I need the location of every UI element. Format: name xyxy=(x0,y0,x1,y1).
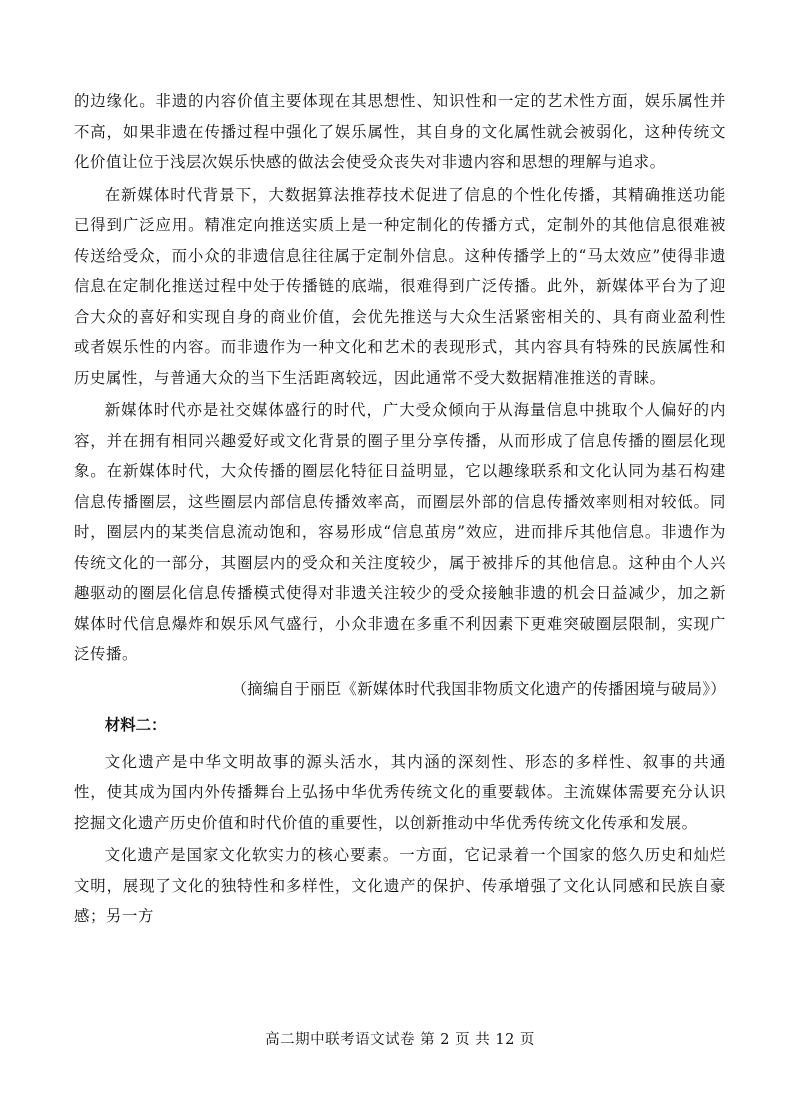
paragraph-5: 文化遗产是国家文化软实力的核心要素。一方面，它记录着一个国家的悠久历史和灿烂文明，展现了文化的独特性和多样性，文化遗产的保护、传承增强了文化认同感和民族自豪感；另一方 xyxy=(74,846,726,925)
paragraph-3: 新媒体时代亦是社交媒体盛行的时代，广大受众倾向于从海量信息中挑取个人偏好的内容，并在拥有相同兴趣爱好或文化背景的圈子里分享传播，从而形成了信息传播的圈层化现象。在新媒体时代，大众传播的圈层化特征日益明显，它以趣缘联系和文化认同为基石构建信息传播圈层，这些圈层内部信息传播效率高，而圈层外部的信息传播效率则相对较低。同时，圈层内的某类信息流动饱和，容易形成“信息茧房”效应，进而排斥其他信息。非遗作为传统文化的一部分，其圈层内的受众和关注度较少，属于被排斥的其他信息。这种由个人兴趣驱动的圈层化信息传播模式使得对非遗关注较少的受众接触非遗的机会日益减少，加之新媒体时代信息爆炸和娱乐风气盛行，小众非遗在多重不利因素下更难突破圈层限制，实现广泛传播。 xyxy=(74,401,726,663)
main-text xyxy=(74,86,726,932)
paragraph-2: 在新媒体时代背景下，大数据算法推荐技术促进了信息的个性化传播，其精确推送功能已得到广泛应用。精准定向推送实质上是一种定制化的传播方式，定制外的其他信息很难被传送给受众，而小众的非遗信息往往属于定制外信息。这种传播学上的“马太效应”使得非遗信息在定制化推送过程中处于传播链的底端，很难得到广泛传播。此外，新媒体平台为了迎合大众的喜好和实现自身的商业价值，会优先推送与大众生活紧密相关的、具有商业盈利性或者娱乐性的内容。而非遗作为一种文化和艺术的表现形式，其内容具有特殊的民族属性和历史属性，与普通大众的当下生活距离较远，因此通常不受大数据精准推送的青睐。 xyxy=(74,185,726,387)
material-two-heading: 材料二： xyxy=(104,716,167,734)
source-citation: （摘编自于丽臣《新媒体时代我国非物质文化遗产的传播困境与破局》） xyxy=(231,679,726,698)
paragraph-4: 文化遗产是中华文明故事的源头活水，其内涵的深刻性、形态的多样性、叙事的共通性，使其成为国内外传播舞台上弘扬中华优秀传统文化的重要载体。主流媒体需要充分认识挖掘文化遗产历史价值和时代价值的重要性，以创新推动中华优秀传统文化传承和发展。 xyxy=(74,752,726,832)
page-footer: 高二期中联考语文试卷 第 2 页 共 12 页 xyxy=(265,1032,535,1048)
paragraph-1: 的边缘化。非遗的内容价值主要体现在其思想性、知识性和一定的艺术性方面，娱乐属性并不高，如果非遗在传播过程中强化了娱乐属性，其自身的文化属性就会被弱化，这种传统文化价值让位于浅层次娱乐快感的做法会使受众丧失对非遗内容和思想的理解与追求。 xyxy=(74,92,726,171)
